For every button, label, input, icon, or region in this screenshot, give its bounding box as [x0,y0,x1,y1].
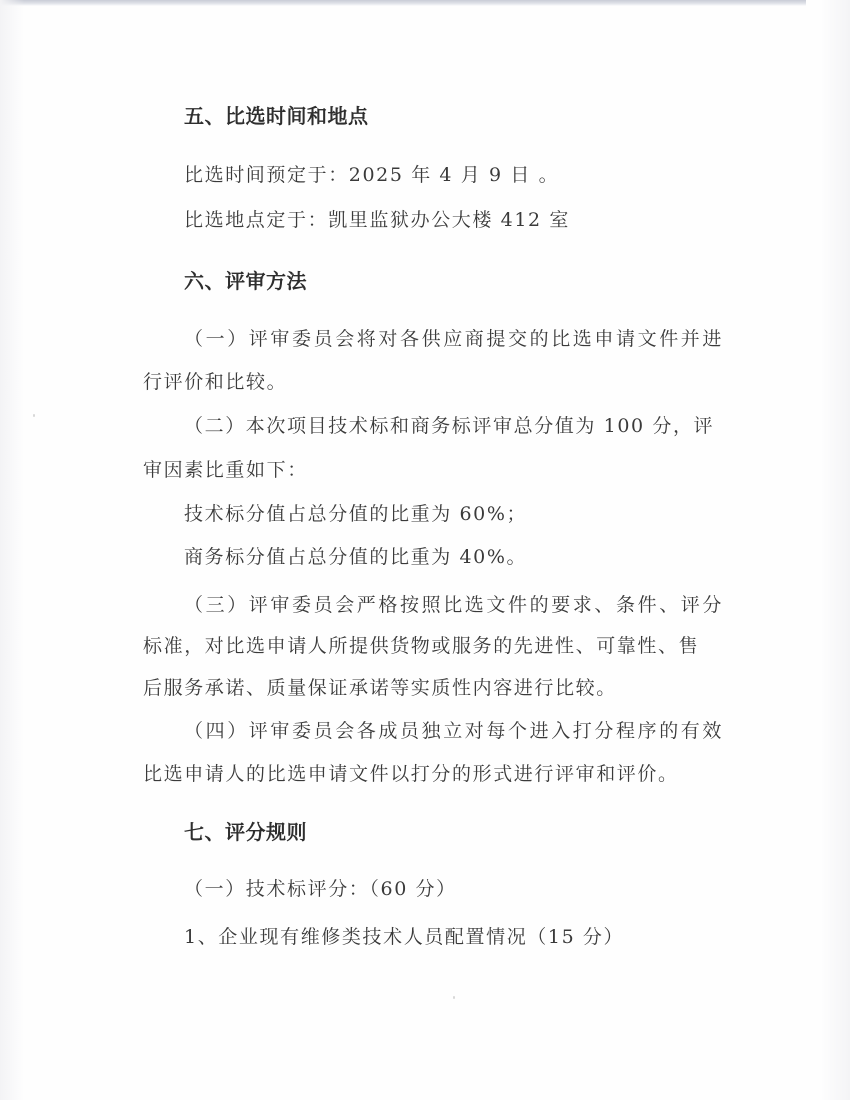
scoring-item-1: 1、企业现有维修类技术人员配置情况（15 分） [184,926,625,948]
method-para-1-line-2: 行评价和比较。 [143,371,288,393]
scan-edge-left [0,0,24,1100]
bid-time-line: 比选时间预定于：2025 年 4 月 9 日 。 [184,164,560,186]
method-para-2-line-2: 审因素比重如下： [143,459,308,481]
scan-edge-top [0,0,806,6]
scoring-sub-1: （一）技术标评分：（60 分） [184,878,457,900]
scan-speck [453,996,455,999]
method-para-2-line-1: （二）本次项目技术标和商务标评审总分值为 100 分，评 [184,415,715,437]
bid-place-line: 比选地点定于：凯里监狱办公大楼 412 室 [184,209,570,231]
scan-speck [33,414,35,417]
biz-weight-line: 商务标分值占总分值的比重为 40%。 [184,546,528,568]
method-para-3-line-3: 后服务承诺、质量保证承诺等实质性内容进行比较。 [143,677,617,699]
section-6-heading: 六、评审方法 [184,269,307,293]
method-para-1-line-1: （一）评审委员会将对各供应商提交的比选申请文件并进 [184,328,725,350]
method-para-3-line-2: 标准，对比选申请人所提供货物或服务的先进性、可靠性、售 [143,635,700,657]
method-para-4-line-2: 比选申请人的比选申请文件以打分的形式进行评审和评价。 [143,763,679,785]
section-5-heading: 五、比选时间和地点 [184,104,369,128]
method-para-4-line-1: （四）评审委员会各成员独立对每个进入打分程序的有效 [184,720,725,742]
scan-edge-right [820,0,850,1100]
tech-weight-line: 技术标分值占总分值的比重为 60%； [184,503,528,525]
method-para-3-line-1: （三）评审委员会严格按照比选文件的要求、条件、评分 [184,594,725,616]
section-7-heading: 七、评分规则 [184,820,307,844]
